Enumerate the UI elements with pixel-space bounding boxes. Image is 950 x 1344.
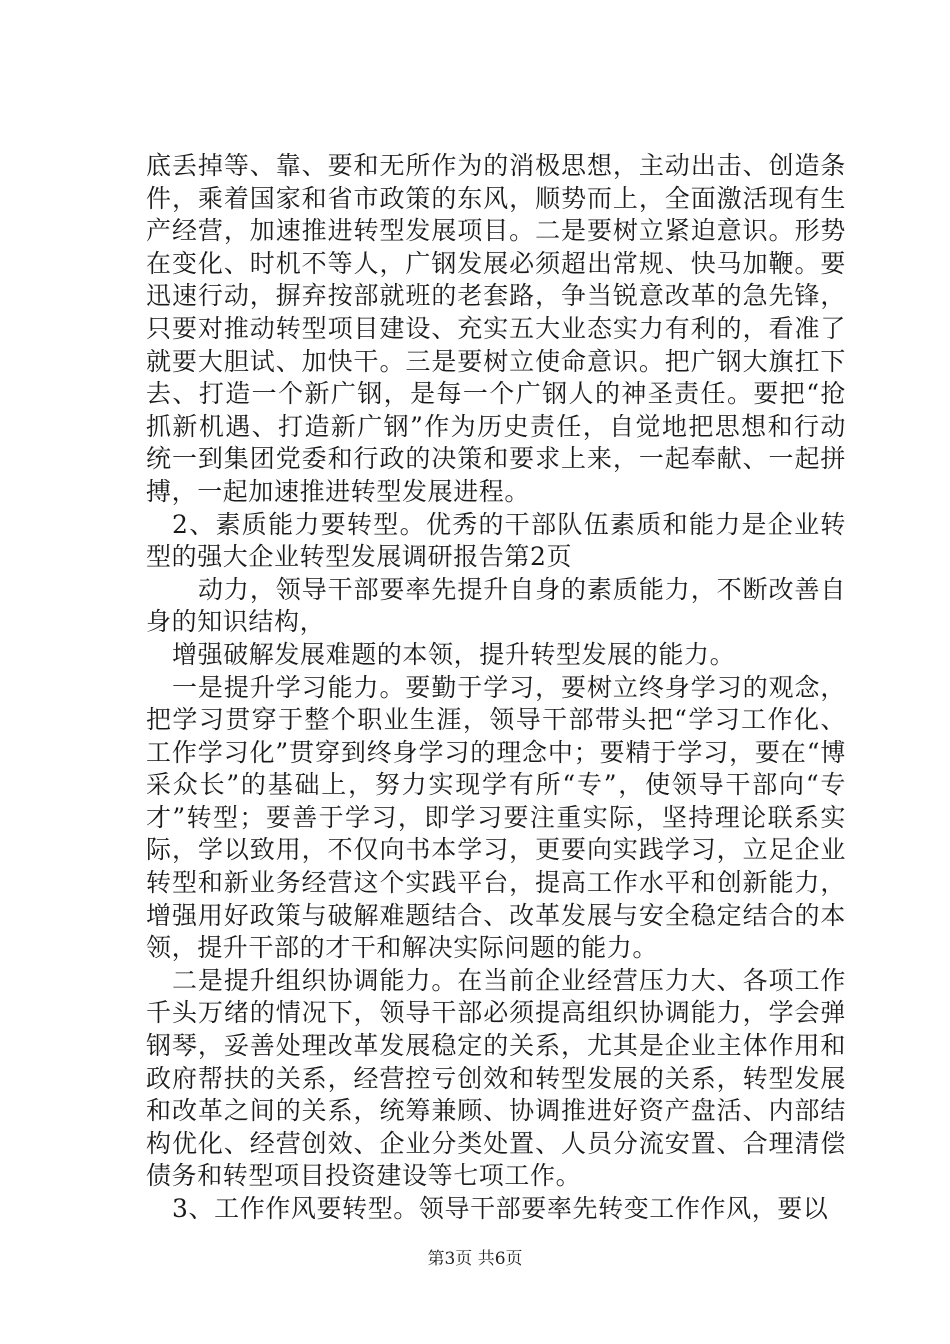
paragraph-3: 动力，领导干部要率先提升自身的素质能力，不断改善自身的知识结构， <box>146 574 846 637</box>
page-footer: 第3页 共6页 <box>427 1249 523 1269</box>
paragraph-5: 一是提升学习能力。要勤于学习，要树立终身学习的观念，把学习贯穿于整个职业生涯，领导干部带头把“学习工作化、工作学习化”贯穿到终身学习的理念中；要精于学习，要在“博采众长”的基础上，努力实现学有所“专”，使领导干部向“专才”转型；要善于学习，即学习要注重实际，坚持理论联系实际，学以致用，不仅向书本学习，更要向实践学习，立足企业转型和新业务经营这个实践平台，提高工作水平和创新能力，增强用好政策与破解难题结合、改革发展与安全稳定结合的本领，提升干部的才干和解决实际问题的能力。 <box>146 672 846 963</box>
document-body <box>146 150 846 1226</box>
paragraph-6: 二是提升组织协调能力。在当前企业经营压力大、各项工作千头万绪的情况下，领导干部必须提高组织协调能力，学会弹钢琴，妥善处理改革发展稳定的关系，尤其是企业主体作用和政府帮扶的关系，经营控亏创效和转型发展的关系，转型发展和改革之间的关系，统筹兼顾、协调推进好资产盘活、内部结构优化、经营创效、企业分类处置、人员分流安置、合理清偿债务和转型项目投资建设等七项工作。 <box>146 965 846 1191</box>
paragraph-1: 底丢掉等、靠、要和无所作为的消极思想，主动出击、创造条件，乘着国家和省市政策的东风，顺势而上，全面激活现有生产经营，加速推进转型发展项目。二是要树立紧迫意识。形势在变化、时机不等人，广钢发展必须超出常规、快马加鞭。要迅速行动，摒弃按部就班的老套路，争当锐意改革的急先锋，只要对推动转型项目建设、充实五大业态实力有利的，看准了就要大胆试、加快干。三是要树立使命意识。把广钢大旗扛下去、打造一个新广钢，是每一个广钢人的神圣责任。要把“抢抓新机遇、打造新广钢”作为历史责任，自觉地把思想和行动统一到集团党委和行政的决策和要求上来，一起奉献、一起拼搏，一起加速推进转型发展进程。 <box>146 151 846 506</box>
paragraph-7: 3、工作作风要转型。领导干部要率先转变工作作风，要以 <box>172 1194 829 1223</box>
paragraph-2: 2、素质能力要转型。优秀的干部队伍素质和能力是企业转型的强大企业转型发展调研报告第2页 <box>146 509 846 572</box>
paragraph-4: 增强破解发展难题的本领，提升转型发展的能力。 <box>172 639 736 669</box>
